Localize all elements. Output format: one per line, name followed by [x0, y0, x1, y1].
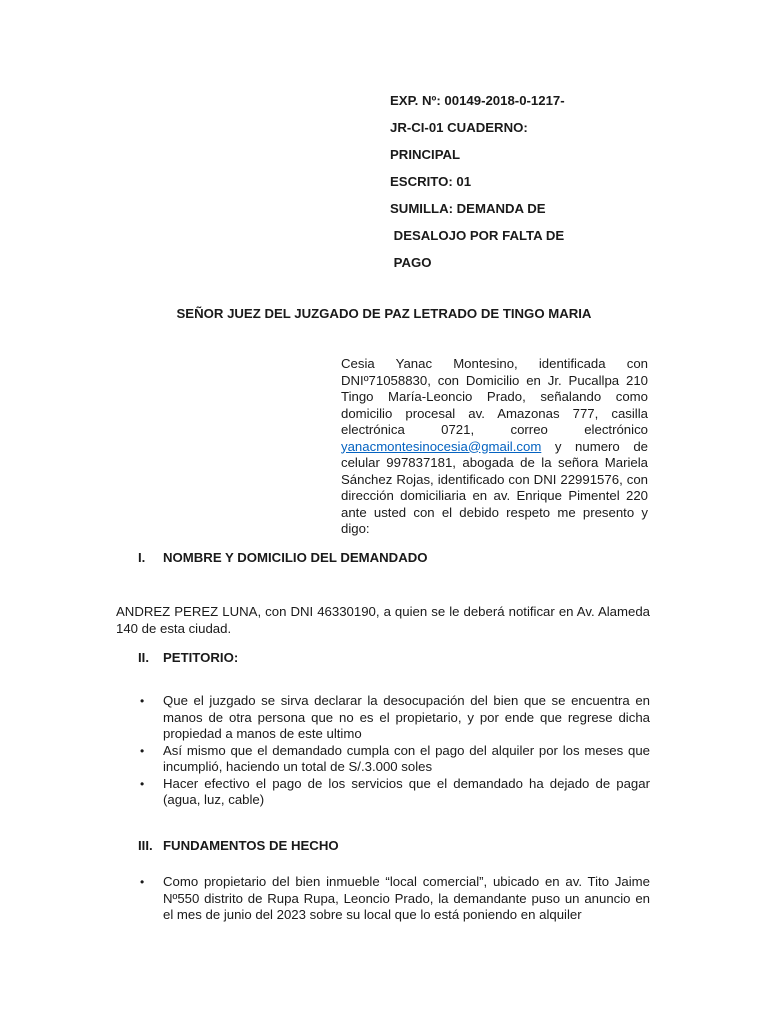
list-item-text: Como propietario del bien inmueble “local comercial”, ubicado en av. Tito Jaime Nº550 distrito de Rupa Rupa, Leoncio Prado, la demandante puso un anuncio en el mes de junio del 2023 sobre su local que lo está poniendo en alquiler	[163, 874, 650, 922]
section-number: II.	[138, 650, 149, 665]
section-heading	[138, 650, 238, 667]
addressee-heading: SEÑOR JUEZ DEL JUZGADO DE PAZ LETRADO DE TINGO MARIA	[176, 306, 592, 321]
section-heading	[138, 838, 339, 855]
section-heading	[138, 550, 428, 567]
list-item	[138, 874, 650, 924]
bullet-icon: •	[140, 776, 145, 791]
list-item-text: Que el juzgado se sirva declarar la desocupación del bien que se encuentra en manos de otra persona que no es el propietario, y por ende que regrese dicha propiedad a manos de este ultimo	[163, 693, 650, 741]
list-item	[138, 776, 650, 809]
section-title: FUNDAMENTOS DE HECHO	[163, 838, 339, 853]
intro-text: Cesia Yanac Montesino, identificada con DNIº71058830, con Domicilio en Jr. Pucallpa 210 Tingo María-Leoncio Prado, señalando como domicilio procesal av. Amazonas 777, casilla electrónica 0721, correo electrónico	[341, 356, 648, 437]
intro-paragraph	[341, 356, 648, 538]
case-header-line: SUMILLA: DEMANDA DE	[390, 201, 546, 216]
section-number: I.	[138, 550, 146, 565]
intro-text: y numero de celular 997837181, abogada de la señora Mariela Sánchez Rojas, identificado con DNI 22991576, con dirección domiciliaria en av. Enrique Pimentel 220 ante usted con el debido respeto me presento y digo:	[341, 438, 648, 536]
bullet-icon: •	[140, 875, 145, 889]
section-title: PETITORIO:	[163, 650, 239, 665]
case-header-line: PAGO	[390, 255, 432, 270]
bullet-icon: •	[140, 743, 145, 758]
email-link[interactable]: yanacmontesinocesia@gmail.com	[341, 438, 542, 454]
case-header-line: JR-CI-01 CUADERNO:	[390, 120, 528, 135]
case-header-line: EXP. Nº: 00149-2018-0-1217-	[390, 93, 565, 108]
case-header-line: PRINCIPAL	[390, 147, 461, 162]
case-header-line: ESCRITO: 01	[390, 174, 472, 189]
list-item	[138, 743, 650, 776]
section-title: NOMBRE Y DOMICILIO DEL DEMANDADO	[163, 550, 428, 565]
case-header-line: DESALOJO POR FALTA DE	[390, 228, 565, 243]
bullet-icon: •	[140, 694, 145, 708]
fundamentos-list	[138, 874, 650, 924]
list-item	[138, 693, 650, 743]
defendant-paragraph: ANDREZ PEREZ LUNA, con DNI 46330190, a quien se le deberá notificar en Av. Alameda 140 de esta ciudad.	[116, 604, 650, 636]
section-number: III.	[138, 838, 153, 853]
case-header	[390, 87, 690, 276]
petitorio-list	[138, 693, 650, 809]
list-item-text: Así mismo que el demandado cumpla con el pago del alquiler por los meses que incumplió, haciendo un total de S/.3.000 soles	[163, 742, 650, 774]
list-item-text: Hacer efectivo el pago de los servicios que el demandado ha dejado de pagar (agua, luz, cable)	[163, 775, 650, 807]
